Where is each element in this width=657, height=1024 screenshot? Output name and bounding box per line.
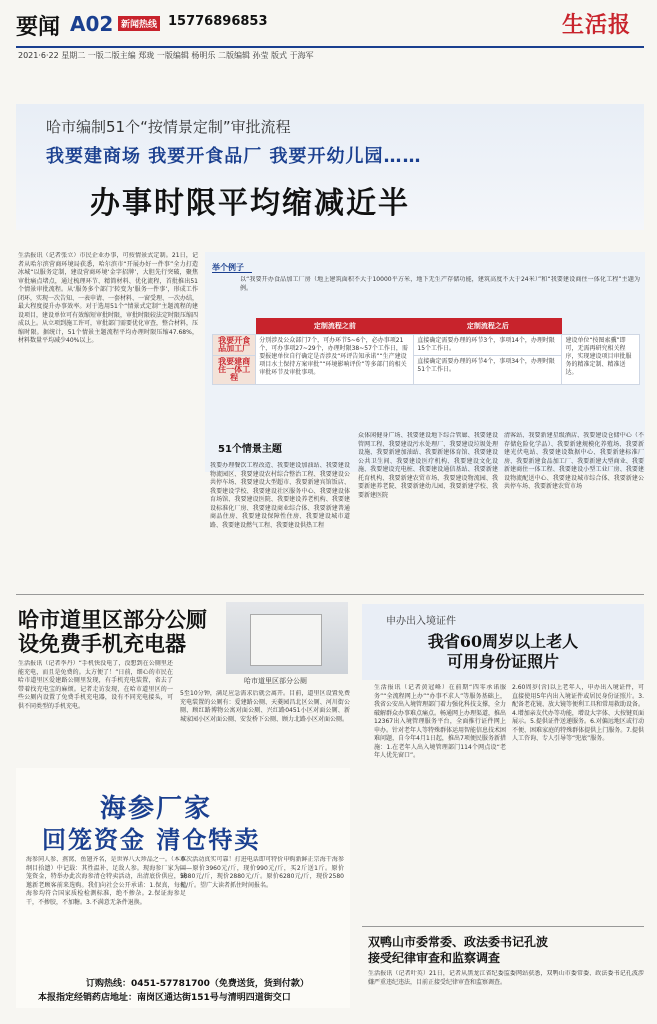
id-headline[interactable] xyxy=(372,632,634,672)
process-table xyxy=(212,318,640,385)
charger-headline-1: 哈市道里区部分公厕 xyxy=(18,607,207,632)
charger-headline-2: 设免费手机充电器 xyxy=(18,631,186,656)
table-side-head xyxy=(562,318,640,335)
ad-headline-2: 回笼资金 清仓特卖 xyxy=(42,825,261,854)
id-headline-2: 可用身份证照片 xyxy=(446,652,559,671)
charger-headline[interactable] xyxy=(18,608,207,656)
charger-body-2: 5至10分钟，满足应急需求后就会离开。目前，道里区设置免费充电装置的公厕有：爱建路公厕、天菱园昌北区公厕、河川街公厕、顾红路博物公寓对面公厕、兴红路0451小区对面公厕、新城家园小区对面公厕、安发桥下公厕、顾力北路小区对面公厕。 xyxy=(180,690,350,723)
row-after: 直接确定需要办理的环节3个，事项14个，办理时限15个工作日。 xyxy=(414,335,562,356)
charger-cabinet-shape xyxy=(250,614,322,666)
row-after: 直接确定需要办理的环节4个，事项34个，办理时限51个工作日。 xyxy=(414,356,562,385)
ad-address: 本报指定经销药店地址：南岗区通达街151号与清明四道街交口 xyxy=(38,993,291,1003)
themes-title: 51个情景主题 xyxy=(218,444,282,455)
row-side: 建设单位“按图索骥”即可，无需再研究相关程序，实现建设项目审批服务的精准定制、精准送达。 xyxy=(562,335,640,385)
ad-headline-1: 海参厂家 xyxy=(100,794,213,824)
discipline-body: 生活报讯（记者叶英）21日，记者从黑龙江省纪委监委网站获悉，双鸭山市委常委、政法委书记孔波涉嫌严重违纪违法，目前正接受纪律审查和监察调查。 xyxy=(368,970,644,986)
hotline-number[interactable]: 15776896853 xyxy=(168,14,268,29)
editor-credits: 2021·6·22 星期二 一版二版主编 郑珑 一版编辑 杨明乐 二版编辑 孙莹 版式 于海军 xyxy=(18,51,314,60)
header-rule xyxy=(16,46,644,48)
discipline-headline-1: 双鸭山市委常委、政法委书记孔波 xyxy=(368,935,549,949)
lead-body: 生活报讯（记者张立）市民企业办事，可按情景式定制。21日，记者从哈尔滨营商环境局获悉，哈尔滨市“开展办好一件事”全力打造冰城“以服务定制，建设营商环境‘金字招牌’，大胆先行突破，聚焦审批痛点堵点，通过梳理环节、精简材料、优化流程，首批推出51个情景审批流程。从‘服务多个部门’转变为‘服务一件事’，形成工作闭环，实现一次告知、一表申请、一套材料、一窗受理、一次办结，最大程度提升办事效率。对于选用51个“情景式定制”主题流程的建设项目，建设单位可有效缩短审批时限，审批时限较法定时限压缩四成以上。从立项到施工许可，审批部门需要优化审查，整合材料，压缩时限。据统计，51个情景主题流程平均办理时限压缩47.68%，材料数量平均减少40%以上。 xyxy=(18,252,198,344)
discipline-headline[interactable] xyxy=(368,934,548,966)
paper-logo: 生活报 xyxy=(562,12,632,38)
id-body-2: 2.60周岁(含)以上老年人，申办出入境证件，可直接使用5年内出入境证件或居民身份证照片。3.配备老花镜、放大镜等便利工具和常用救助设备。4.增加亲友代办等功能，增设大字体、大按键页面展示。5.提供证件送递服务。6.对偏远地区或行动不便、困难家庭的特殊群体提供上门服务。7.提供人工咨询、专人引导等“兜底”服务。 xyxy=(512,684,644,742)
id-kicker: 申办出入境证件 xyxy=(386,616,456,627)
section-title: 要闻 xyxy=(16,14,61,40)
section-divider xyxy=(16,594,644,595)
table-corner xyxy=(213,318,256,335)
themes-col-3: 清客站、我要新建星级酒店、我要建设仓储中心（不存储危险化学品）、我要新建规模化养殖场、我要新建光伏电站、我要建设数据中心、我要新建标准厂房、我要新建食品加工厂、我要新建大型商业、我要新建商住一体工程、我要建设小型工业厂房、我要建设物流配送中心、我要建设城市综合体、我要新建公共停车场、我要新建农贸市场 xyxy=(504,432,644,490)
right-divider xyxy=(362,926,644,927)
row-label: 我要建商住一体工程 xyxy=(213,356,256,385)
ad-phone[interactable]: 订购热线：0451-57781700（免费送货，货到付款） xyxy=(86,979,309,989)
hotline-label: 新闻热线 xyxy=(118,16,160,31)
section-number: A02 xyxy=(70,12,114,36)
lead-headline[interactable]: 办事时限平均缩减近半 xyxy=(90,186,410,221)
ad-body: 海参同人参、燕窝、鱼翅齐名，是世界八大珍品之一。（本草纲目拾遗）中记载：其性温补，足敌人参。现海参厂家为回笼资金，特举办此次海参清仓特卖活动，出清底价供应，诚邀新老顾客前来选购。我们向社会公开承诺：1.保真，每根海参均符合国家质检检测标准，绝不掺杂。2.保证海参足干，不掺胶，不加糖。3.不满意无条件退换。 xyxy=(26,856,186,906)
example-underline xyxy=(212,272,252,273)
lead-kicker: 哈市编制51个“按情景定制”审批流程 xyxy=(46,118,291,136)
example-label: 举个例子 xyxy=(212,263,244,272)
id-headline-1: 我省60周岁以上老人 xyxy=(427,632,579,651)
ad-body-2: 本次活动真实可靠！打进电话即可特价申购新鲜正宗海干海参——原价3960元/斤，现价990元/斤，买2斤送1斤。原价5880元/斤，现价2880元/斤。原价6280元/斤，现价2580元/斤。望广大读者抓住时间报名。 xyxy=(180,856,344,889)
id-body: 生活报讯（记者黄冠峰）在前期“四零承诺服务”“全流程网上办”“办事不求人”等服务基础上，我省公安出入境管理部门着力强化科技支撑，全力破解群众办事难点痛点。畅通网上办理渠道，推出12367出入境管理服务平台，全面推行证件网上申办。针对老年人等特殊群体运用智能信息技术困难问题，自今年4月1日起，推出7项便民服务新措施：1.在老年人出入境管理部门114个网点设“老年人优先窗口”。 xyxy=(374,684,506,759)
charger-caption: 哈市道里区部分公厕 xyxy=(244,677,307,685)
table-row xyxy=(213,335,640,356)
charger-body: 生活报讯（记者李丹）“手机快没电了，没想到在公厕里还能充电，而且是免费的。太方便了！”日前，细心的市民在哈市道里区爱建路公厕里发现，有手机充电装置，省去了带着找充电宝的麻烦。记者走访发现，在哈市道里区的一些公厕内设置了免费手机充电器，设有不同充电接头，可供不同类型的手机充电。 xyxy=(18,660,173,710)
row-before: 分别涉及公众部门7个，可办环节5~6个，必办事项21个，可办事项27~29个，办理时限38~57个工作日，需要报建单位自行确定是否涉及“环评告知承诺”“生产建设项目水土保持方案审批”“环境影响评价”等多部门的相关审批环节及审批事项。 xyxy=(256,335,414,385)
lead-deck: 我要建商场 我要开食品厂 我要开幼儿园…… xyxy=(46,146,422,167)
col-after: 定制流程之后 xyxy=(414,318,562,335)
row-label: 我要开食品加工厂 xyxy=(213,335,256,356)
themes-col-2: 众体闲健身广场、我要建设地下综合管廊、我要建设管网工程、我要建设污水处理厂、我要建设垃圾处理设施、我要新建加油站、我要新建体育馆、我要建设公共卫生间、我要建设医疗机构、我要建设文化设施、我要建设充电桩、我要建设通信基站、我要新建托育机构、我要新建农贸市场、我要建设物流园、我要新建养老院、我要新建幼儿园、我要新建学校、我要新建医院 xyxy=(358,432,498,499)
discipline-headline-2: 接受纪律审查和监察调查 xyxy=(368,951,501,965)
col-before: 定制流程之前 xyxy=(256,318,414,335)
themes-col-1: 我要办理餐饮工程改造、我要建设加油站、我要建设物流园区、我要建设农村综合整治工程、我要建设公共停车场、我要建设大型超市、我要新建宾馆饭店、我要建设学校、我要建设社区服务中心、我要建设体育场馆、我要建设医院、我要建设养老机构、我要建设标准化厂房、我要建设商业综合体、我要新建普通商品住房、我要建设保障性住房、我要建设城市道路、我要建设燃气工程、我要建设供热工程 xyxy=(210,462,350,529)
example-text: 以“我要开办食品加工厂房（地上建筑面积不大于10000平方米，地下无生产存储功能，建筑高度不大于24米）”和“我要建设商住一体化工程”主题为例。 xyxy=(240,276,640,292)
